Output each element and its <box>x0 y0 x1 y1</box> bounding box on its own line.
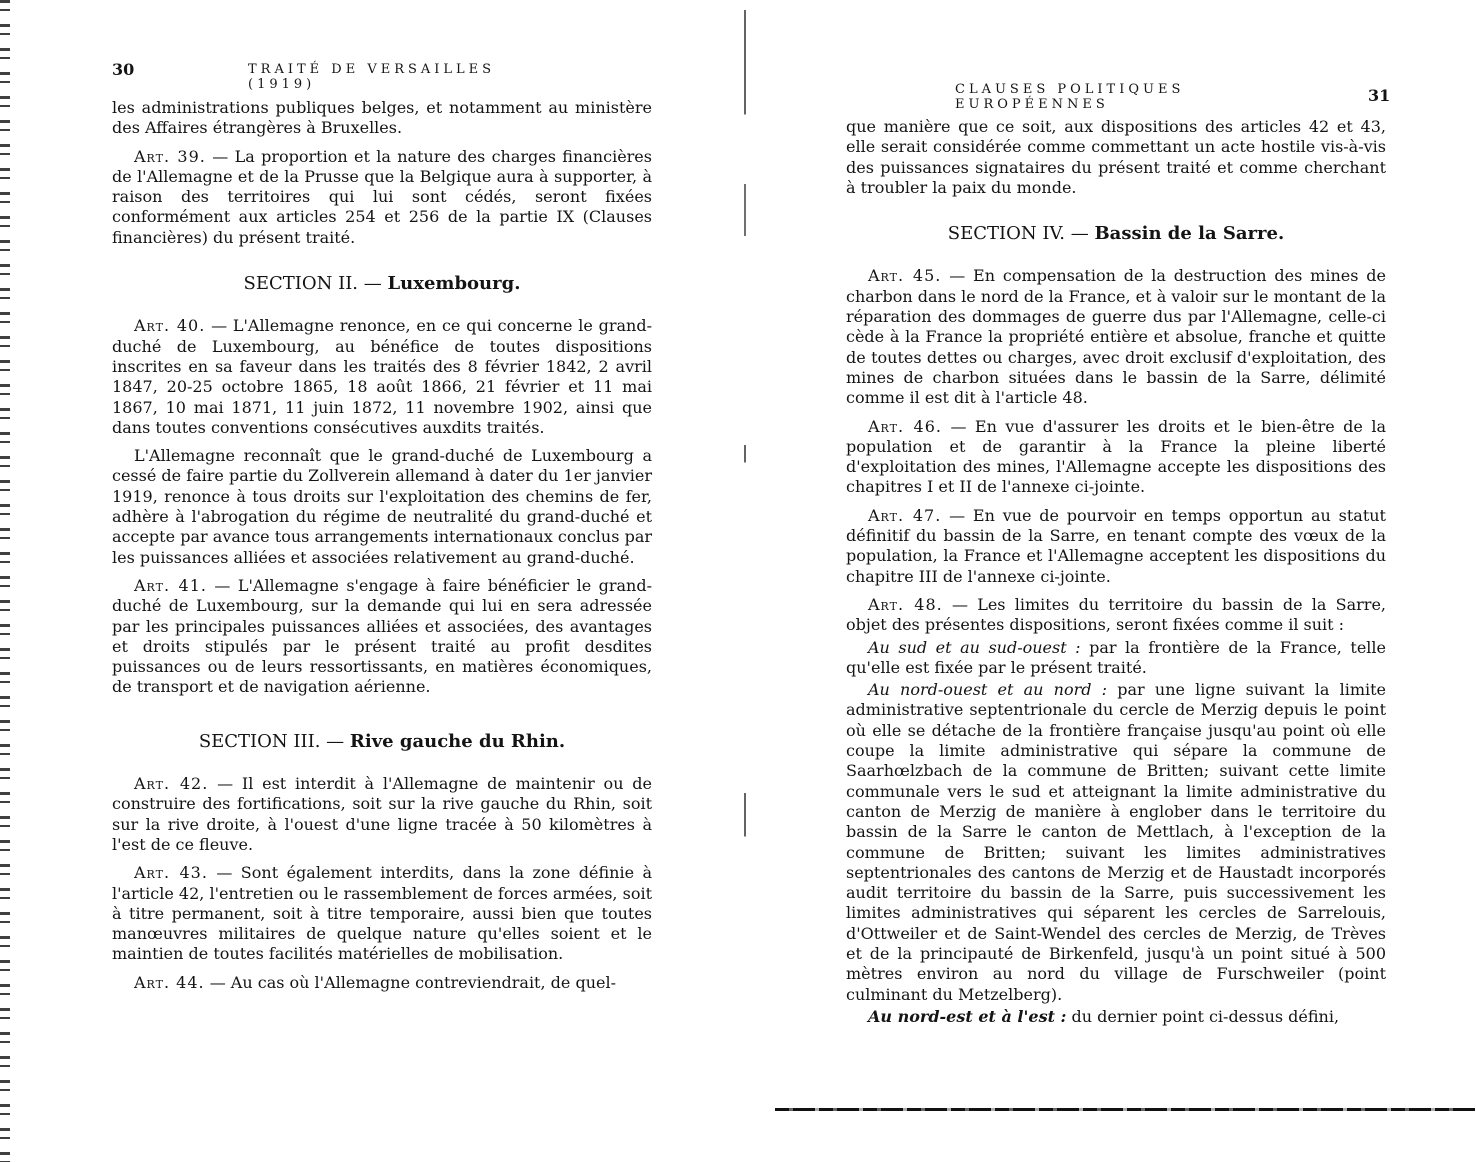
article-39: Art. 39. — La proportion et la nature des charges financières de l'Allemagne et de la Prusse que la Belgique aura à supporter, à raison des territoires qui lui sont cédés, seront fixées conformément aux articles 254 et 256 de la partie IX (Clauses financières) du présent traité. <box>112 146 652 247</box>
article-label: Art. 43. <box>134 863 208 883</box>
article-label: Art. 45. <box>868 266 942 286</box>
right-page-body <box>846 117 1386 1035</box>
page-number-right: 31 <box>1368 86 1391 105</box>
article-47: Art. 47. — En vue de pourvoir en temps opportun au statut définitif du bassin de la Sarre, en tenant compte des vœux de la population, la France et l'Allemagne acceptent les dispositions du chapitre III de l'annexe ci-jointe. <box>846 505 1386 586</box>
article-label: Art. 40. <box>134 316 206 336</box>
boundary-northeast: Au nord-est et à l'est : du dernier point ci-dessus défini, <box>868 1006 1340 1026</box>
article-label: Art. 41. <box>134 575 207 595</box>
article-42: Art. 42. — Il est interdit à l'Allemagne de maintenir ou de construire des fortifications, soit sur la rive gauche du Rhin, soit sur la rive droite, à l'ouest d'une ligne tracée à 50 kilomètres à l'est de ce fleuve. <box>112 774 652 854</box>
article-label: Art. 42. <box>134 774 209 794</box>
boundary-northwest: Au nord-ouest et au nord : par une ligne suivant la limite administrative septentrionale du cercle de Merzig depuis le point où elle se détache de la frontière française jusqu'au point où elle coupe la limite administrative qui sépare la commune de Saarhœlzbach de la commune de Britten; suivant cette limite communale vers le sud et atteignant la limite administrative du canton de Merzig de manière à englober dans le territoire du bassin de la Sarre le canton de Mettlach, à l'exception de la commune de Britten; suivant les limites administratives septentrionales des cantons de Merzig et de Haustadt incorporés audit territoire du bassin de la Sarre, puis successivement les limites administratives qui séparent les cercles de Sarrelouis, d'Ottweiler et de Saint-Wendel des cercles de Merzig, de Trèves et de la principauté de Birkenfeld, jusqu'à un point situé à 500 mètres environ au nord du village de Furschweiler (point culminant du Metzelberg). <box>846 680 1387 1004</box>
article-label: Art. 46. <box>868 416 942 436</box>
article-40: Art. 40. — L'Allemagne renonce, en ce qui concerne le grand-duché de Luxembourg, au bénéfice de toutes dispositions inscrites en sa faveur dans les traités des 8 février 1842, 2 avril 1847, 20-25 octobre 1865, 18 août 1866, 21 février et 11 mai 1867, 10 mai 1871, 11 juin 1872, 11 novembre 1902, ainsi que dans toutes conventions consécutives auxdits traités. <box>112 316 652 437</box>
article-46: Art. 46. — En vue d'assurer les droits et le bien-être de la population et de garantir à la France la pleine liberté d'exploitation des mines, l'Allemagne accepte les dispositions des chapitres I et II de l'annexe ci-jointe. <box>846 416 1386 497</box>
boundary-south: Au sud et au sud-ouest : par la frontière de la France, telle qu'elle est fixée par le présent traité. <box>846 637 1387 677</box>
page-number-left: 30 <box>112 60 135 79</box>
section-heading-rive-gauche: SECTION III. — Rive gauche du Rhin. <box>198 730 566 752</box>
article-45: Art. 45. — En compensation de la destruction des mines de charbon dans le nord de la France, et à valoir sur le montant de la réparation des dommages de guerre dus par l'Allemagne, celle-ci cède à la France la propriété entière et absolue, franche et quitte de toutes dettes ou charges, avec droit exclusif d'exploitation, des mines de charbon situées dans le bassin de la Sarre, délimité comme il est dit à l'article 48. <box>846 266 1386 408</box>
paragraph-continued: les administrations publiques belges, et notamment au ministère des Affaires étrangères à Bruxelles. <box>112 98 652 138</box>
article-label: Art. 47. <box>868 505 942 525</box>
article-40-paragraph-2: L'Allemagne reconnaît que le grand-duché de Luxembourg a cessé de faire partie du Zollverein allemand à dater du 1er janvier 1919, renonce à tous droits sur l'exploitation des chemins de fer, adhère à l'abrogation du régime de neutralité du grand-duché et accepte par avance tous arrangements internationaux conclus par les puissances alliées et associées relativement au grand-duché. <box>112 446 652 567</box>
article-label: Art. 39. <box>134 146 206 166</box>
article-label: Art. 48. <box>868 594 943 614</box>
article-label: Art. 44. <box>134 972 205 992</box>
article-41: Art. 41. — L'Allemagne s'engage à faire bénéficier le grand-duché de Luxembourg, sur la demande qui lui en sera adressée par les principales puissances alliées et associées, des avantages et droits stipulés par le présent traité au profit desdites puissances ou de leurs ressortissants, en matières économiques, de transport et de navigation aérienne. <box>112 575 652 697</box>
article-48: Art. 48. — Les limites du territoire du bassin de la Sarre, objet des présentes dispositions, seront fixées comme il suit : <box>846 594 1386 635</box>
article-44: Art. 44. — Au cas où l'Allemagne contreviendrait, de quel- <box>134 972 616 992</box>
running-head-left: TRAITÉ DE VERSAILLES (1919) <box>248 62 496 92</box>
running-head-right: CLAUSES POLITIQUES EUROPÉENNES <box>955 82 1185 112</box>
section-heading-bassin-sarre: SECTION IV. — Bassin de la Sarre. <box>947 223 1285 245</box>
left-page-body <box>112 98 652 1001</box>
paragraph-continued: que manière que ce soit, aux dispositions des articles 42 et 43, elle serait considérée comme commettant un acte hostile vis-à-vis des puissances signataires du présent traité et comme cherchant à troubler la paix du monde. <box>846 117 1386 197</box>
article-43: Art. 43. — Sont également interdits, dans la zone définie à l'article 42, l'entretien ou le rassemblement de forces armées, soit à titre permanent, soit à titre temporaire, aussi bien que toutes manœuvres militaires de quelque nature qu'elles soient et le maintien de toutes facilités matérielles de mobilisation. <box>112 863 653 964</box>
section-heading-luxembourg: SECTION II. — Luxembourg. <box>243 273 521 295</box>
